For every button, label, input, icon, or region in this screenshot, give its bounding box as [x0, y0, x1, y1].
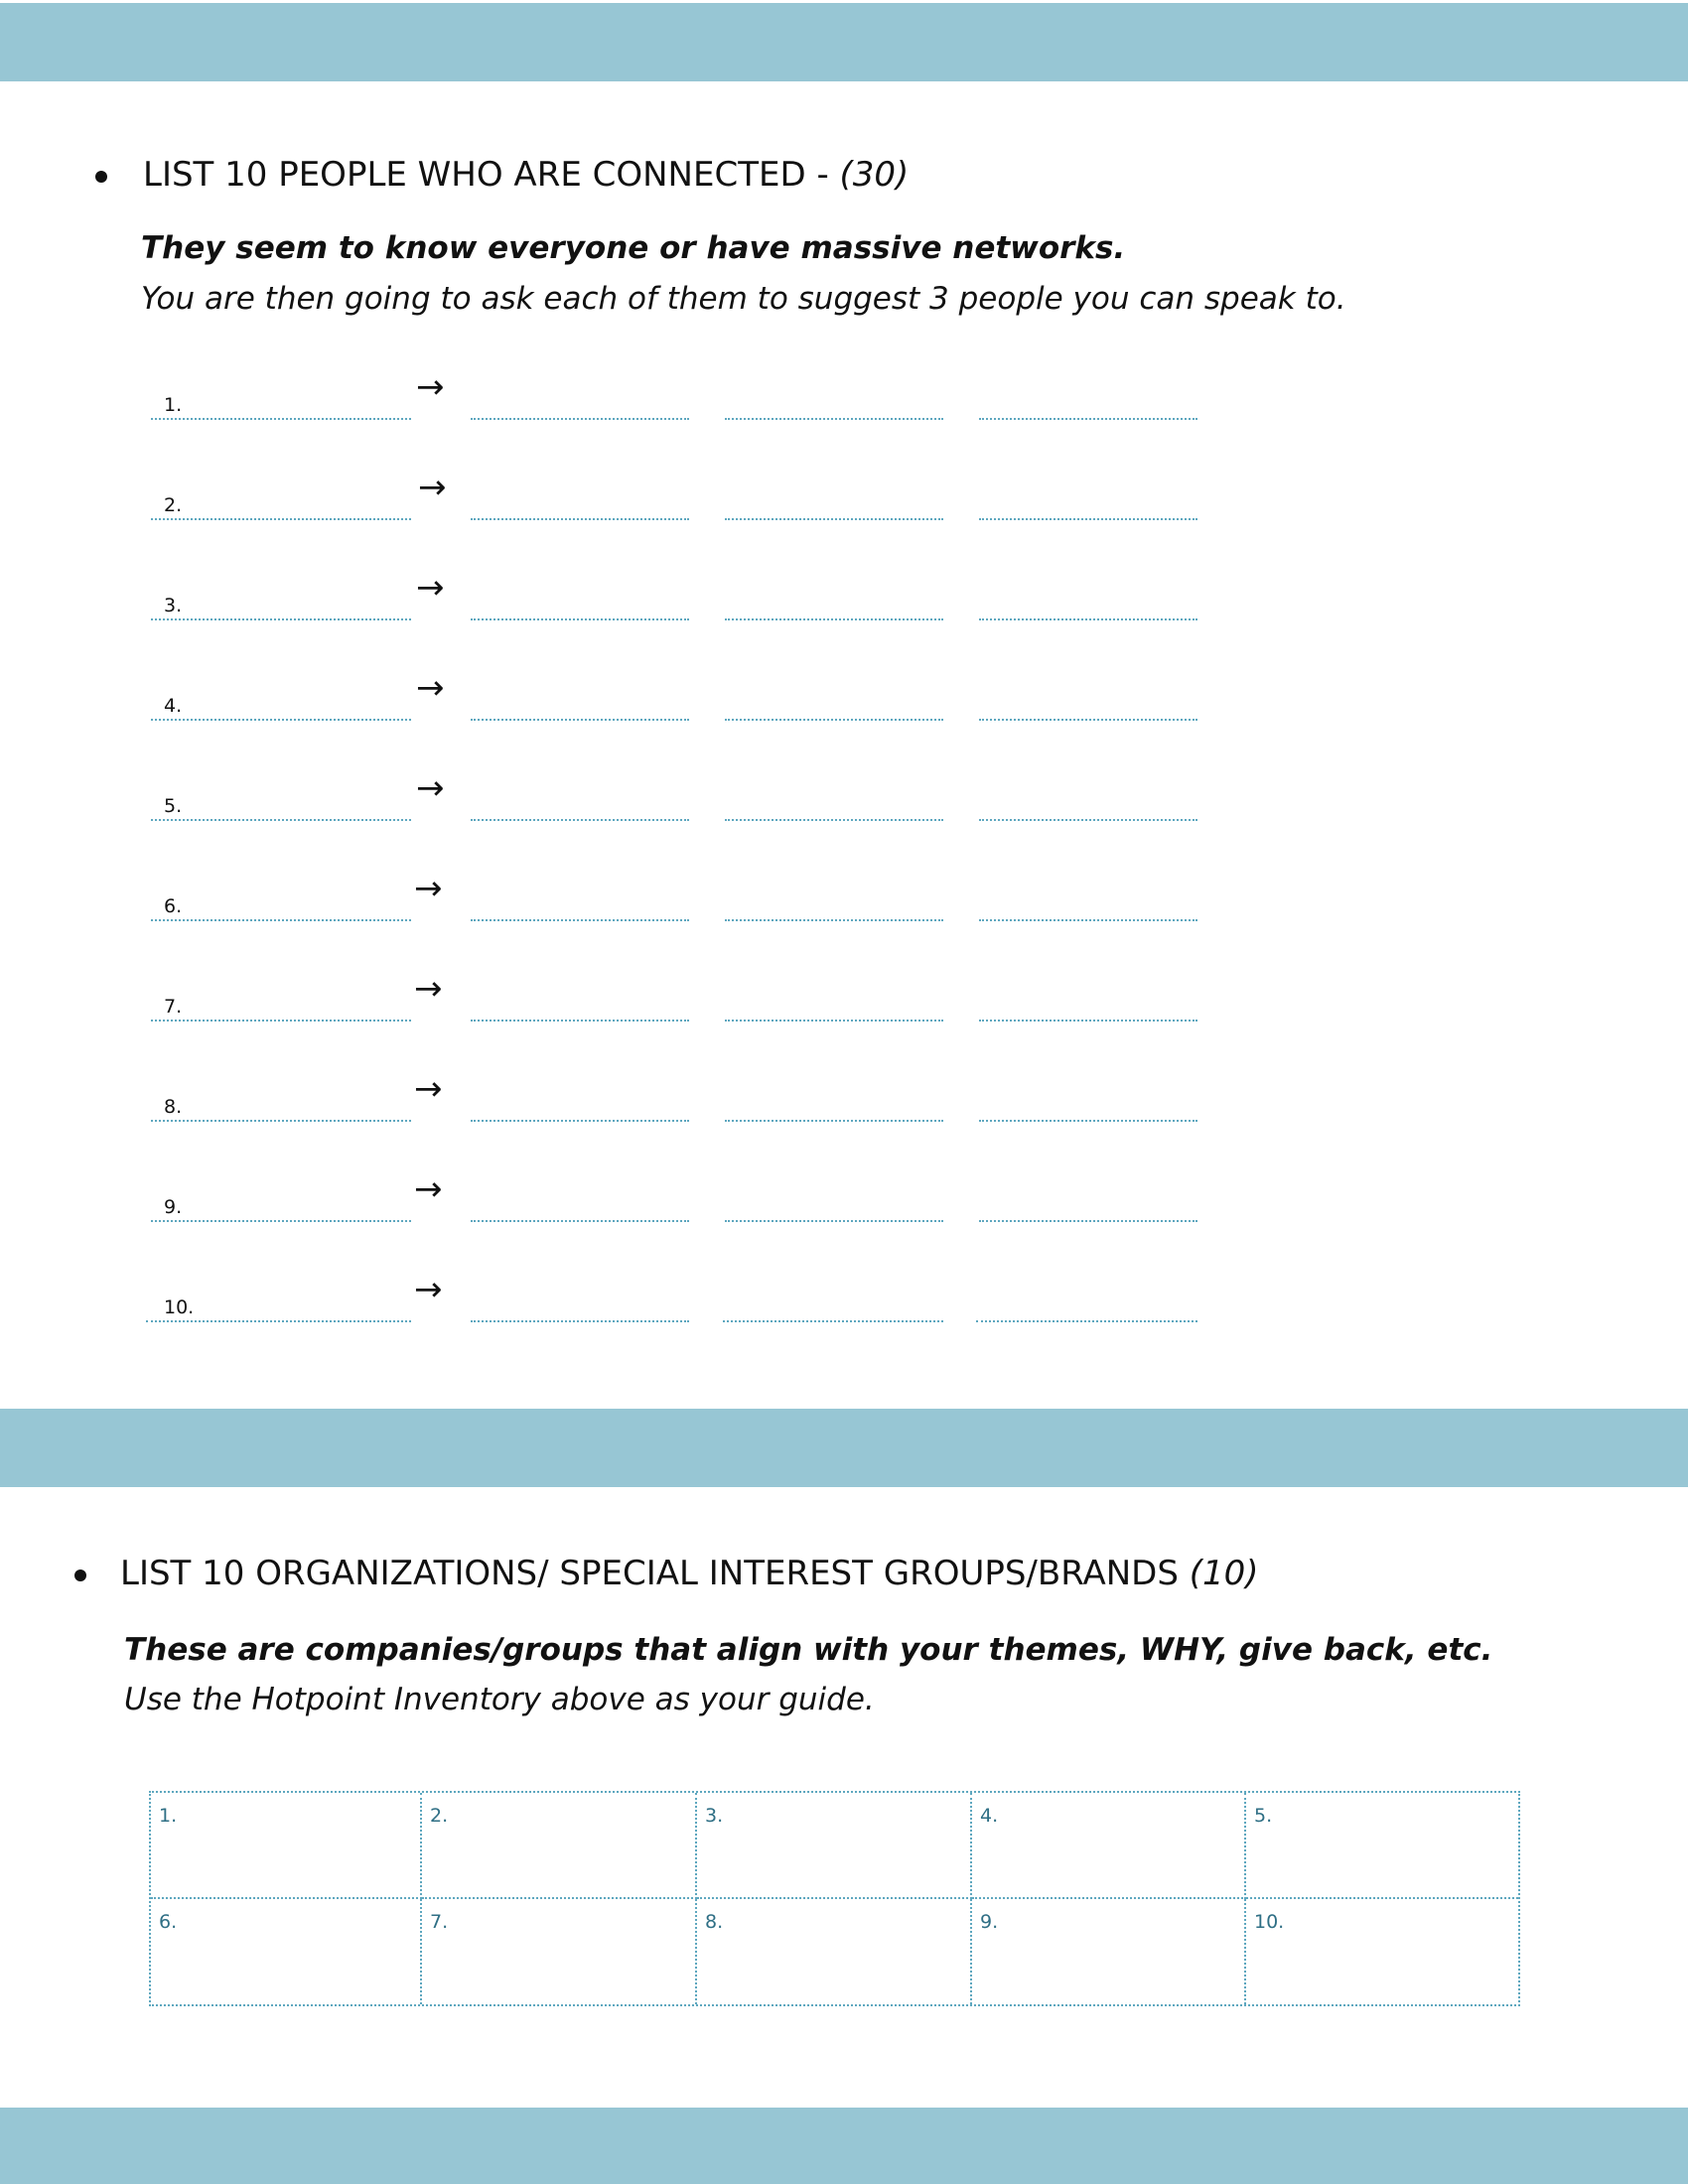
list-row — [0, 1270, 1688, 1356]
name-field[interactable] — [151, 618, 411, 620]
section2-heading — [120, 1554, 1259, 1593]
right-arrow-icon: → — [416, 568, 445, 608]
referral-field-3[interactable] — [979, 518, 1197, 520]
referral-field-2[interactable] — [725, 518, 943, 520]
referral-field-2[interactable] — [725, 618, 943, 620]
section2-heading-text: LIST 10 ORGANIZATIONS/ SPECIAL INTEREST GROUPS/BRANDS — [120, 1554, 1179, 1593]
list-row — [0, 1169, 1688, 1256]
section1-heading — [143, 155, 909, 195]
referral-field-2[interactable] — [725, 1220, 943, 1222]
list-row — [0, 969, 1688, 1055]
organization-cell[interactable] — [972, 1793, 1246, 1899]
cell-number: 10. — [1254, 1910, 1285, 1933]
list-row — [0, 568, 1688, 654]
right-arrow-icon: → — [414, 1169, 443, 1209]
row-number: 2. — [164, 494, 183, 516]
right-arrow-icon: → — [418, 468, 447, 507]
section1-points: (30) — [839, 155, 910, 195]
referral-field-2[interactable] — [725, 719, 943, 721]
right-arrow-icon: → — [414, 969, 443, 1009]
referral-field-1[interactable] — [471, 1120, 689, 1122]
cell-number: 4. — [980, 1805, 999, 1827]
referral-field-1[interactable] — [471, 719, 689, 721]
row-number: 10. — [164, 1297, 195, 1318]
right-arrow-icon: → — [416, 668, 445, 708]
referral-field-3[interactable] — [979, 1020, 1197, 1022]
name-field[interactable] — [151, 1120, 411, 1122]
section1-subtitle: They seem to know everyone or have massive networks. — [141, 230, 1126, 266]
organization-cell[interactable] — [972, 1899, 1246, 2005]
name-field[interactable] — [151, 418, 411, 420]
right-arrow-icon: → — [414, 1270, 443, 1309]
referral-field-2[interactable] — [725, 1120, 943, 1122]
referral-field-3[interactable] — [979, 919, 1197, 921]
row-number: 9. — [164, 1196, 183, 1218]
section1-instruction: You are then going to ask each of them to suggest 3 people you can speak to. — [141, 281, 1346, 317]
referral-field-2[interactable] — [725, 919, 943, 921]
cell-number: 9. — [980, 1910, 999, 1933]
organization-cell[interactable] — [151, 1899, 422, 2005]
referral-field-1[interactable] — [471, 1220, 689, 1222]
cell-number: 5. — [1254, 1805, 1273, 1827]
cell-number: 6. — [159, 1910, 178, 1933]
row-number: 3. — [164, 595, 183, 616]
referral-field-2[interactable] — [725, 819, 943, 821]
referral-field-1[interactable] — [471, 518, 689, 520]
referral-field-1[interactable] — [471, 1020, 689, 1022]
organization-cell[interactable] — [422, 1793, 697, 1899]
organization-cell[interactable] — [1246, 1899, 1518, 2005]
right-arrow-icon: → — [414, 869, 443, 908]
section1-heading-text: LIST 10 PEOPLE WHO ARE CONNECTED - — [143, 155, 829, 195]
organization-cell[interactable] — [422, 1899, 697, 2005]
list-row — [0, 367, 1688, 454]
organization-cell[interactable] — [1246, 1793, 1518, 1899]
cell-number: 3. — [705, 1805, 724, 1827]
referral-field-3[interactable] — [979, 1220, 1197, 1222]
cell-number: 2. — [430, 1805, 449, 1827]
referral-field-3[interactable] — [976, 1320, 1197, 1322]
row-number: 1. — [164, 394, 183, 416]
name-field[interactable] — [146, 1320, 411, 1322]
right-arrow-icon: → — [416, 367, 445, 407]
organization-cell[interactable] — [151, 1793, 422, 1899]
name-field[interactable] — [151, 1020, 411, 1022]
name-field[interactable] — [151, 719, 411, 721]
name-field[interactable] — [151, 1220, 411, 1222]
referral-field-1[interactable] — [471, 819, 689, 821]
referral-field-2[interactable] — [723, 1320, 943, 1322]
cell-number: 1. — [159, 1805, 178, 1827]
name-field[interactable] — [151, 819, 411, 821]
row-number: 6. — [164, 895, 183, 917]
section2-points: (10) — [1189, 1554, 1259, 1593]
top-header-band — [0, 3, 1688, 81]
referral-field-1[interactable] — [471, 919, 689, 921]
row-number: 5. — [164, 795, 183, 817]
bottom-footer-band — [0, 2108, 1688, 2184]
referral-field-3[interactable] — [979, 719, 1197, 721]
referral-field-2[interactable] — [725, 418, 943, 420]
list-row — [0, 668, 1688, 754]
list-row — [0, 468, 1688, 554]
list-row — [0, 1069, 1688, 1156]
referral-field-1[interactable] — [471, 418, 689, 420]
organization-cell[interactable] — [697, 1899, 972, 2005]
row-number: 8. — [164, 1096, 183, 1118]
section2-bullet — [74, 1570, 86, 1581]
referral-field-1[interactable] — [471, 618, 689, 620]
referral-field-3[interactable] — [979, 618, 1197, 620]
referral-field-1[interactable] — [471, 1320, 689, 1322]
row-number: 4. — [164, 695, 183, 717]
organization-cell[interactable] — [697, 1793, 972, 1899]
referral-field-3[interactable] — [979, 418, 1197, 420]
organizations-grid — [149, 1791, 1520, 2006]
name-field[interactable] — [151, 919, 411, 921]
referral-field-3[interactable] — [979, 819, 1197, 821]
referral-field-2[interactable] — [725, 1020, 943, 1022]
cell-number: 8. — [705, 1910, 724, 1933]
cell-number: 7. — [430, 1910, 449, 1933]
name-field[interactable] — [151, 518, 411, 520]
section2-instruction: Use the Hotpoint Inventory above as your guide. — [124, 1682, 875, 1717]
middle-divider-band — [0, 1409, 1688, 1487]
section2-subtitle: These are companies/groups that align with your themes, WHY, give back, etc. — [124, 1632, 1493, 1668]
referral-field-3[interactable] — [979, 1120, 1197, 1122]
row-number: 7. — [164, 996, 183, 1018]
right-arrow-icon: → — [416, 768, 445, 808]
section1-bullet — [95, 171, 107, 183]
list-row — [0, 869, 1688, 955]
list-row — [0, 768, 1688, 855]
right-arrow-icon: → — [414, 1069, 443, 1109]
